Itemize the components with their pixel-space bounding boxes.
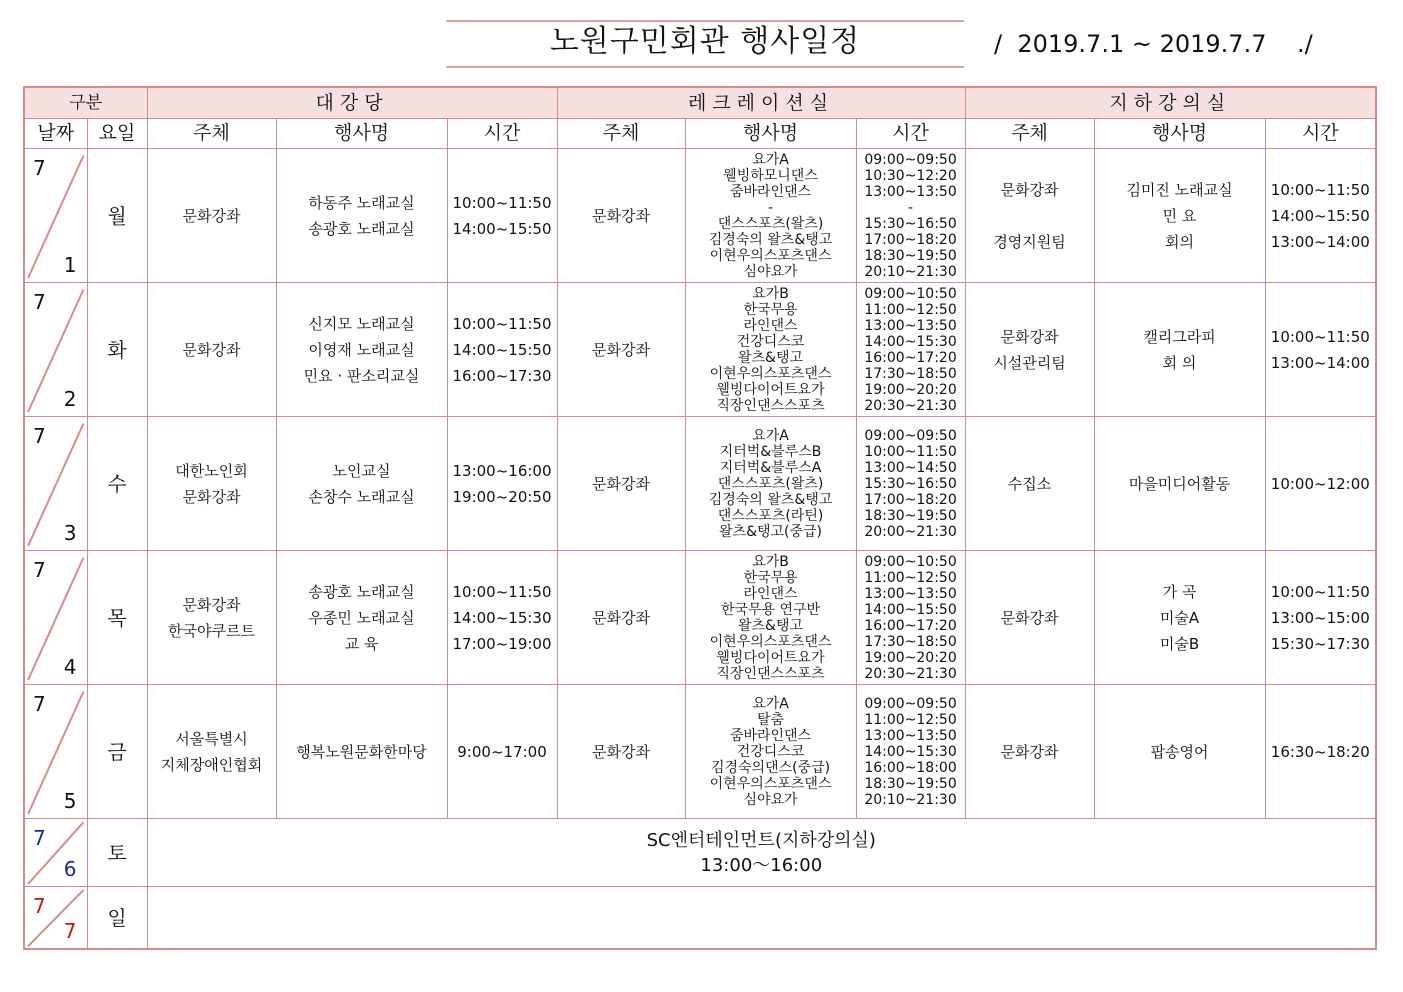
- rec-host-line: 문화강좌: [592, 206, 650, 225]
- rec-event-line: -: [767, 199, 774, 216]
- rec-event-line: 김경숙의댄스(중급): [710, 759, 831, 776]
- base-event-line: 회의: [1165, 232, 1195, 251]
- rec-time-line: 19:00~20:20: [864, 649, 957, 666]
- rec-event-line: 웰빙다이어트요가: [716, 381, 825, 398]
- rec-time-line: -: [908, 199, 914, 216]
- base-host: [965, 551, 1094, 685]
- rec-event-line: 요가B: [752, 553, 789, 570]
- aud-host-line: 문화강좌: [182, 487, 241, 506]
- rec-host: [557, 551, 685, 685]
- base-event: [1094, 551, 1265, 685]
- base-time-line: 15:30~17:30: [1270, 634, 1370, 653]
- rec-time-line: 20:30~21:30: [864, 665, 957, 682]
- base-host: [965, 283, 1094, 417]
- header-base-time: 시간: [1265, 119, 1376, 149]
- date-month: 7: [33, 894, 46, 918]
- base-time-line: 16:30~18:20: [1270, 742, 1370, 761]
- aud-host-line: 한국야쿠르트: [168, 621, 255, 640]
- rec-event-line: 건강디스코: [736, 333, 805, 350]
- base-time: [1265, 149, 1376, 283]
- aud-event: [276, 417, 447, 551]
- rec-event-line: 심야요가: [743, 791, 798, 808]
- base-event: [1094, 149, 1265, 283]
- aud-host-line: 서울특별시: [175, 729, 248, 748]
- aud-event: [276, 685, 447, 819]
- aud-time-line: 19:00~20:50: [452, 487, 552, 506]
- rec-event-line: 건강디스코: [736, 743, 805, 760]
- rec-time-line: 14:00~15:30: [864, 333, 957, 350]
- rec-event-line: 한국무용 연구반: [720, 601, 821, 618]
- rec-event-line: 댄스스포츠(왈츠): [717, 215, 824, 232]
- base-host: [965, 149, 1094, 283]
- header-rec-host: 주체: [557, 119, 685, 149]
- day-row: [24, 685, 1376, 819]
- base-time-line: 14:00~15:50: [1270, 206, 1370, 225]
- date-month: 7: [33, 826, 46, 850]
- rec-time-line: 13:00~13:50: [864, 727, 957, 744]
- rec-event-line: 직장인댄스스포츠: [716, 665, 825, 682]
- rec-event-line: 심야요가: [743, 263, 798, 280]
- date-cell: [24, 149, 87, 283]
- rec-time-line: 18:30~19:50: [864, 775, 957, 792]
- rec-time-line: 10:00~11:50: [864, 443, 957, 460]
- date-cell: [24, 283, 87, 417]
- header-aud-event: 행사명: [276, 119, 447, 149]
- rec-time-line: 15:30~16:50: [864, 475, 957, 492]
- base-event-line: 마을미디어활동: [1128, 474, 1231, 493]
- base-time-line: 10:00~11:50: [1270, 180, 1370, 199]
- base-time: [1265, 283, 1376, 417]
- rec-time: [856, 551, 965, 685]
- date-day: 6: [63, 857, 77, 881]
- header-gubun: 구분: [24, 87, 147, 119]
- base-event-line: 캘리그라피: [1143, 327, 1216, 346]
- base-time: [1265, 685, 1376, 819]
- date-cell: [24, 685, 87, 819]
- rec-event-line: 왈츠&탱고(중급): [719, 523, 823, 540]
- rec-time-line: 13:00~13:50: [864, 317, 957, 334]
- rec-host: [557, 685, 685, 819]
- rec-time-line: 09:00~09:50: [864, 695, 957, 712]
- aud-time-line: 13:00~16:00: [452, 461, 552, 480]
- rec-time-line: 13:00~13:50: [864, 585, 957, 602]
- header-aud-time: 시간: [447, 119, 557, 149]
- weekday-cell: 목: [87, 551, 147, 685]
- rec-time-line: 15:30~16:50: [864, 215, 957, 232]
- rec-host-line: 문화강좌: [592, 742, 650, 761]
- header-row-sub: [24, 119, 1376, 149]
- aud-time-line: 9:00~17:00: [457, 742, 547, 761]
- base-time: [1265, 551, 1376, 685]
- rec-time: [856, 417, 965, 551]
- rec-time-line: 13:00~13:50: [864, 183, 957, 200]
- aud-time-line: 10:00~11:50: [452, 193, 552, 212]
- base-event-line: 미술A: [1159, 608, 1200, 627]
- rec-event-line: 이현우의스포츠댄스: [709, 633, 832, 650]
- rec-event-line: 웰빙다이어트요가: [716, 649, 825, 666]
- aud-time-line: 10:00~11:50: [452, 582, 552, 601]
- rec-time-line: 09:00~09:50: [864, 151, 957, 168]
- rec-host: [557, 149, 685, 283]
- aud-time: [447, 551, 557, 685]
- rec-event-line: 탈춤: [756, 711, 785, 728]
- aud-host: [147, 283, 276, 417]
- aud-time-line: 14:00~15:50: [452, 340, 552, 359]
- date-day: 7: [63, 919, 77, 943]
- rec-host-line: 문화강좌: [592, 474, 650, 493]
- aud-event-line: 손창수 노래교실: [308, 487, 415, 506]
- rec-event-line: 요가A: [752, 427, 789, 444]
- header-aud-host: 주체: [147, 119, 276, 149]
- aud-event-line: 노인교실: [332, 461, 391, 480]
- rec-time-line: 17:30~18:50: [864, 633, 957, 650]
- aud-time-line: 14:00~15:30: [452, 608, 552, 627]
- weekday-cell: 일: [87, 887, 147, 950]
- header-weekday: 요일: [87, 119, 147, 149]
- aud-event-line: 송광호 노래교실: [308, 219, 415, 238]
- rec-time-line: 09:00~10:50: [864, 553, 957, 570]
- aud-host: [147, 685, 276, 819]
- rec-event-line: 웰빙하모니댄스: [723, 167, 818, 184]
- base-event: [1094, 685, 1265, 819]
- aud-event-line: 행복노원문화한마당: [296, 742, 427, 761]
- header-date: 날짜: [24, 119, 87, 149]
- date-day: 3: [63, 521, 77, 545]
- page-title: 노원구민회관 행사일정: [549, 24, 861, 59]
- rec-time-line: 17:30~18:50: [864, 365, 957, 382]
- rec-time-line: 11:00~12:50: [864, 711, 957, 728]
- rec-time-line: 14:00~15:30: [864, 743, 957, 760]
- base-event: [1094, 417, 1265, 551]
- rec-time-line: 09:00~09:50: [864, 427, 957, 444]
- aud-event: [276, 283, 447, 417]
- rec-event-line: 김경숙의 왈츠&탱고: [708, 491, 833, 508]
- rec-time-line: 16:00~17:20: [864, 617, 957, 634]
- aud-event-line: 교 육: [344, 634, 379, 653]
- date-cell: [24, 819, 87, 887]
- base-event-line: 민 요: [1162, 206, 1197, 225]
- aud-host: [147, 551, 276, 685]
- rec-event-line: 한국무용: [743, 301, 798, 318]
- base-time-line: 13:00~14:00: [1270, 232, 1370, 251]
- base-host-line: 문화강좌: [1000, 327, 1059, 346]
- aud-event: [276, 149, 447, 283]
- header-rec-event: 행사명: [685, 119, 856, 149]
- rec-event: [685, 551, 856, 685]
- aud-event-line: 신지모 노래교실: [308, 314, 415, 333]
- base-event-line: 회 의: [1162, 353, 1197, 372]
- rec-time: [856, 149, 965, 283]
- aud-host-line: 대한노인회: [175, 461, 248, 480]
- rec-time-line: 16:00~18:00: [864, 759, 957, 776]
- rec-event-line: 이현우의스포츠댄스: [709, 365, 832, 382]
- rec-event-line: 댄스스포츠(왈츠): [717, 475, 824, 492]
- header-recreation: 레크레이션실: [557, 87, 965, 119]
- weekday-cell: 월: [87, 149, 147, 283]
- rec-event-line: 이현우의스포츠댄스: [709, 247, 832, 264]
- base-time-line: 13:00~15:00: [1270, 608, 1370, 627]
- rec-event: [685, 149, 856, 283]
- date-day: 2: [63, 387, 77, 411]
- base-host: [965, 417, 1094, 551]
- date-month: 7: [33, 290, 46, 314]
- rec-event-line: 직장인댄스스포츠: [716, 397, 825, 414]
- aud-time-line: 10:00~11:50: [452, 314, 552, 333]
- rec-time: [856, 283, 965, 417]
- aud-host-line: 지체장애인협회: [160, 755, 263, 774]
- schedule-table: [23, 86, 1377, 950]
- aud-event: [276, 551, 447, 685]
- rec-time-line: 16:00~17:20: [864, 349, 957, 366]
- base-host-line: 문화강좌: [1000, 608, 1059, 627]
- rec-time-line: 11:00~12:50: [864, 301, 957, 318]
- rec-time-line: 13:00~14:50: [864, 459, 957, 476]
- aud-time: [447, 417, 557, 551]
- rec-host-line: 문화강좌: [592, 608, 650, 627]
- weekday-cell: 화: [87, 283, 147, 417]
- rec-host: [557, 417, 685, 551]
- rec-event: [685, 685, 856, 819]
- rec-time-line: 09:00~10:50: [864, 285, 957, 302]
- header-row-top: [24, 87, 1376, 119]
- date-cell: [24, 551, 87, 685]
- date-month: 7: [33, 156, 46, 180]
- date-day: 1: [63, 253, 77, 277]
- rec-event-line: 한국무용: [743, 569, 798, 586]
- rec-time-line: 18:30~19:50: [864, 507, 957, 524]
- weekend-event: [147, 819, 1376, 887]
- rec-event-line: 왈츠&탱고: [738, 349, 804, 366]
- base-host-line: 경영지원팀: [993, 232, 1066, 251]
- header-base-host: 주체: [965, 119, 1094, 149]
- aud-time-line: 16:00~17:30: [452, 366, 552, 385]
- base-event: [1094, 283, 1265, 417]
- rec-time-line: 17:00~18:20: [864, 231, 957, 248]
- aud-event-line: 우종민 노래교실: [308, 608, 415, 627]
- rec-event-line: 라인댄스: [743, 585, 798, 602]
- date-month: 7: [33, 558, 46, 582]
- base-time: [1265, 417, 1376, 551]
- rec-event-line: 김경숙의 왈츠&탱고: [708, 231, 833, 248]
- base-event-line: 김미진 노래교실: [1126, 180, 1233, 199]
- rec-event-line: 지터벅&블루스A: [719, 459, 822, 476]
- rec-time-line: 17:00~18:20: [864, 491, 957, 508]
- aud-event-line: 하동주 노래교실: [308, 193, 415, 212]
- aud-host-line: 문화강좌: [182, 206, 241, 225]
- header-rec-time: 시간: [856, 119, 965, 149]
- aud-time: [447, 283, 557, 417]
- rec-event-line: 요가A: [752, 151, 789, 168]
- rec-event-line: 이현우의스포츠댄스: [709, 775, 832, 792]
- rec-time-line: 14:00~15:50: [864, 601, 957, 618]
- rec-time-line: 20:10~21:30: [864, 791, 957, 808]
- aud-host: [147, 417, 276, 551]
- base-event-line: 팝송영어: [1150, 742, 1209, 761]
- base-event-line: 미술B: [1159, 634, 1200, 653]
- aud-time-line: 17:00~19:00: [452, 634, 552, 653]
- rec-event-line: 요가A: [752, 695, 789, 712]
- weekday-cell: 토: [87, 819, 147, 887]
- aud-event-line: 민요 · 판소리교실: [303, 366, 420, 385]
- rec-time-line: 18:30~19:50: [864, 247, 957, 264]
- base-time-line: 10:00~12:00: [1270, 474, 1370, 493]
- base-host-line: 문화강좌: [1000, 742, 1059, 761]
- weekend-event-name: SC엔터테인먼트(지하강의실): [646, 829, 876, 851]
- weekday-cell: 수: [87, 417, 147, 551]
- rec-host: [557, 283, 685, 417]
- weekend-event-time: 13:00～16:00: [700, 854, 823, 876]
- rec-event-line: 줌바라인댄스: [729, 727, 812, 744]
- rec-host-line: 문화강좌: [592, 340, 650, 359]
- sunday-row: [24, 887, 1376, 950]
- day-row: [24, 283, 1376, 417]
- date-month: 7: [33, 424, 46, 448]
- rec-event: [685, 283, 856, 417]
- saturday-row: [24, 819, 1376, 887]
- date-cell: [24, 417, 87, 551]
- base-host-line: 시설관리팀: [993, 353, 1066, 372]
- date-day: 4: [63, 655, 77, 679]
- aud-time: [447, 149, 557, 283]
- aud-host: [147, 149, 276, 283]
- aud-event-line: 송광호 노래교실: [308, 582, 415, 601]
- weekend-event: [147, 887, 1376, 950]
- weekday-cell: 금: [87, 685, 147, 819]
- header-basement: 지하강의실: [965, 87, 1376, 119]
- base-event-line: 가 곡: [1162, 582, 1197, 601]
- rec-time-line: 20:30~21:30: [864, 397, 957, 414]
- day-row: [24, 417, 1376, 551]
- rec-time-line: 19:00~20:20: [864, 381, 957, 398]
- rec-time: [856, 685, 965, 819]
- rec-event-line: 댄스스포츠(라틴): [717, 507, 824, 524]
- base-host-line: 수집소: [1007, 474, 1052, 493]
- base-host: [965, 685, 1094, 819]
- rec-time-line: 11:00~12:50: [864, 569, 957, 586]
- rec-event-line: 지터벅&블루스B: [719, 443, 822, 460]
- date-cell: [24, 887, 87, 950]
- aud-host-line: 문화강좌: [182, 340, 241, 359]
- base-time-line: 10:00~11:50: [1270, 327, 1370, 346]
- date-month: 7: [33, 692, 46, 716]
- aud-time-line: 14:00~15:50: [452, 219, 552, 238]
- rec-event-line: 요가B: [752, 285, 789, 302]
- header-auditorium: 대강당: [147, 87, 557, 119]
- rec-event-line: 줌바라인댄스: [729, 183, 812, 200]
- base-time-line: 10:00~11:50: [1270, 582, 1370, 601]
- aud-event-line: 이영재 노래교실: [308, 340, 415, 359]
- day-row: [24, 551, 1376, 685]
- rec-time-line: 20:00~21:30: [864, 523, 957, 540]
- rec-time-line: 10:30~12:20: [864, 167, 957, 184]
- base-host-line: 문화강좌: [1000, 180, 1059, 199]
- rec-time-line: 20:10~21:30: [864, 263, 957, 280]
- header-base-event: 행사명: [1094, 119, 1265, 149]
- date-day: 5: [63, 789, 77, 813]
- rec-event: [685, 417, 856, 551]
- base-host-line: [966, 203, 1094, 229]
- date-range: / 2019.7.1 ~ 2019.7.7 ./: [994, 30, 1313, 58]
- rec-event-line: 왈츠&탱고: [738, 617, 804, 634]
- aud-time: [447, 685, 557, 819]
- aud-host-line: 문화강좌: [182, 595, 241, 614]
- rec-event-line: 라인댄스: [743, 317, 798, 334]
- day-row: [24, 149, 1376, 283]
- base-time-line: 13:00~14:00: [1270, 353, 1370, 372]
